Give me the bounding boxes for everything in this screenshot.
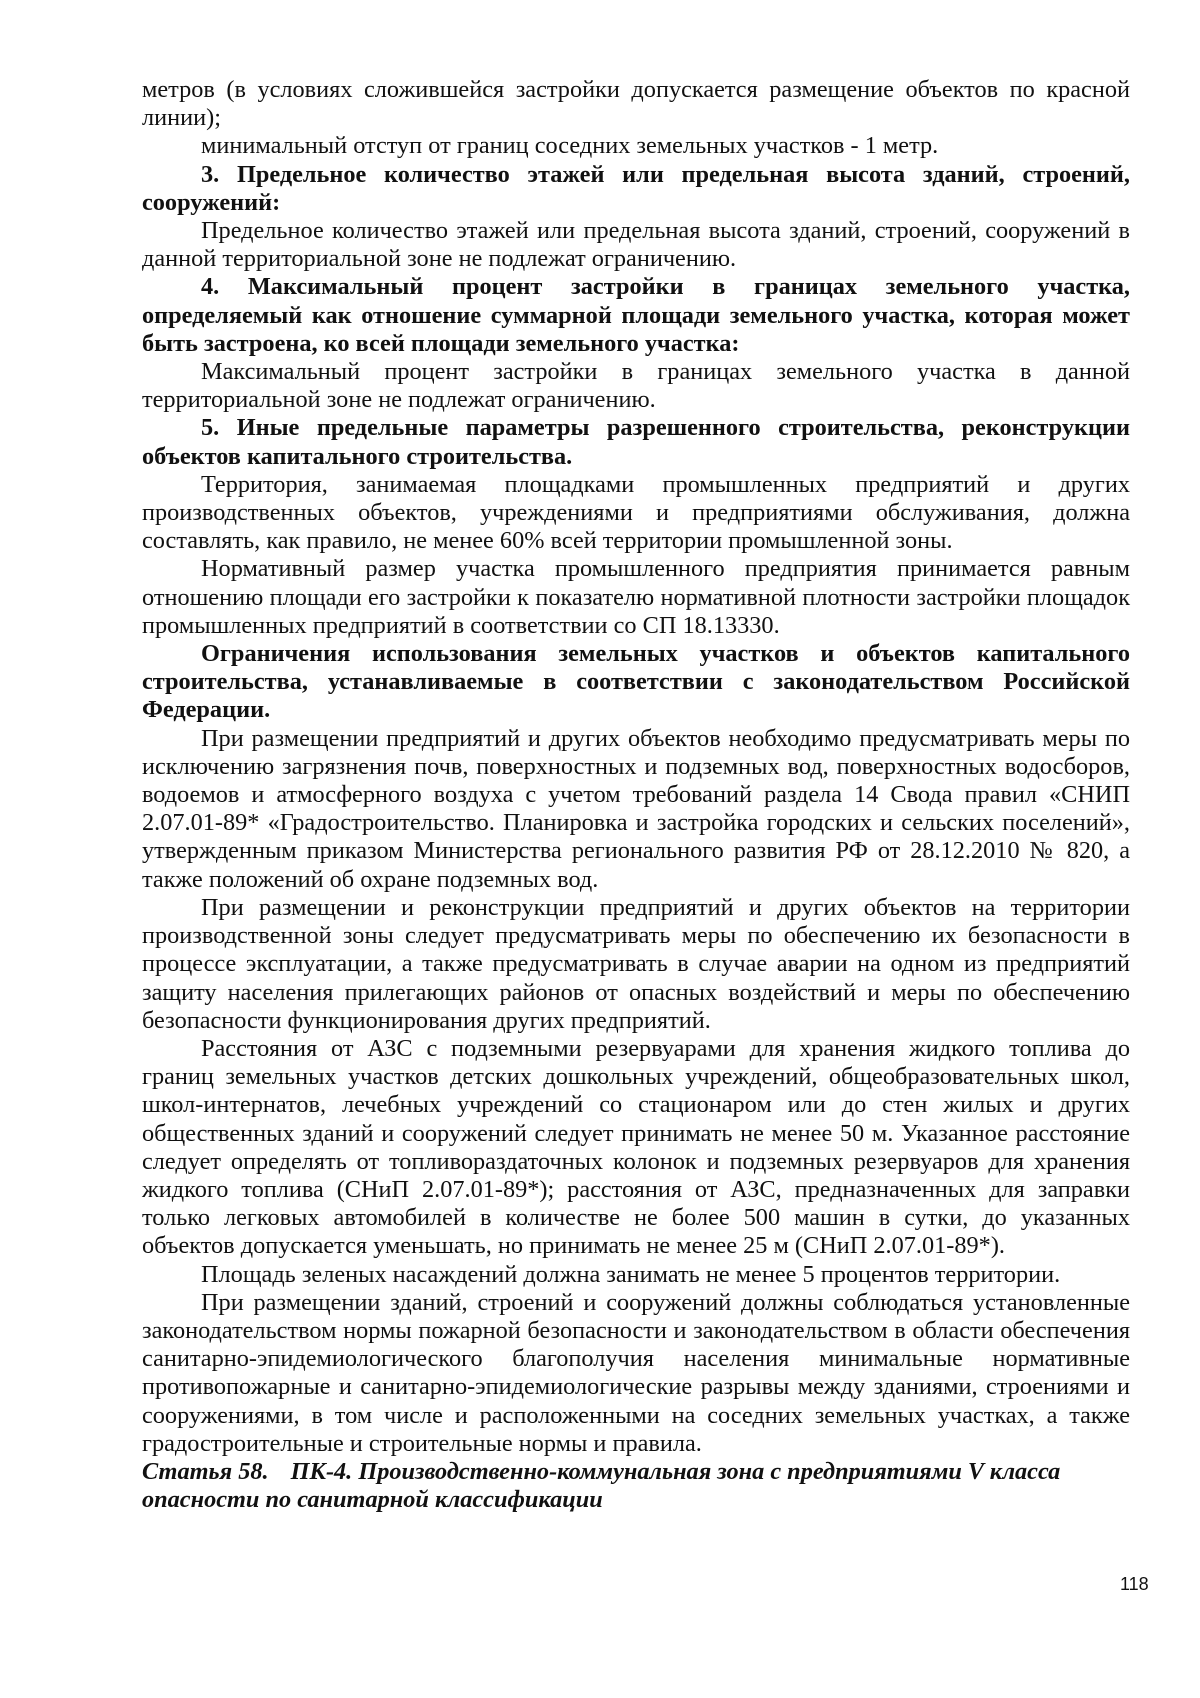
paragraph: Расстояния от АЗС с подземными резервуарами для хранения жидкого топлива до границ земельных участков детских дошкольных учреждений, общеобразовательных школ, школ-интернатов, лечебных учреждений со стационаром или до стен жилых и других общественных зданий и сооружений следует принимать не менее 50 м. Указанное расстояние следует определять от топливораздаточных колонок и подземных резервуаров для хранения жидкого топлива (СНиП 2.07.01-89*); расстояния от АЗС, предназначенных для заправки только легковых автомобилей в количестве не более 500 машин в сутки, до указанных объектов допускается уменьшать, но принимать не менее 25 м (СНиП 2.07.01-89*). xyxy=(142,1034,1130,1260)
article-heading xyxy=(142,1458,1130,1514)
paragraph: При размещении зданий, строений и сооружений должны соблюдаться установленные законодательством нормы пожарной безопасности и законодательством в области обеспечения санитарно-эпидемиологического благополучия населения минимальные нормативные противопожарные и санитарно-эпидемиологические разрывы между зданиями, строениями и сооружениями, в том числе и расположенными на соседних земельных участках, а также градостроительные и строительные нормы и правила. xyxy=(142,1288,1130,1457)
paragraph: Площадь зеленых насаждений должна занимать не менее 5 процентов территории. xyxy=(201,1260,1061,1288)
paragraph: метров (в условиях сложившейся застройки допускается размещение объектов по красной линии); xyxy=(142,76,1130,132)
paragraph: При размещении предприятий и других объектов необходимо предусматривать меры по исключению загрязнения почв, поверхностных и подземных вод, поверхностных водосборов, водоемов и атмосферного воздуха с учетом требований раздела 14 Свода правил «СНИП 2.07.01-89* «Градостроительство. Планировка и застройка городских и сельских поселений», утвержденным приказом Министерства регионального развития РФ от 28.12.2010 № 820, а также положений об охране подземных вод. xyxy=(142,724,1130,893)
paragraph: Предельное количество этажей или предельная высота зданий, строений, сооружений в данной территориальной зоне не подлежат ограничению. xyxy=(142,217,1130,273)
paragraph: При размещении и реконструкции предприятий и других объектов на территории производственной зоны следует предусматривать меры по обеспечению их безопасности в процессе эксплуатации, а также предусматривать в случае аварии на одном из предприятий защиту населения прилегающих районов от опасных воздействий и меры по обеспечению безопасности функционирования других предприятий. xyxy=(142,893,1130,1034)
section-heading: Ограничения использования земельных участков и объектов капитального строительства, устанавливаемые в соответствии с законодательством Российской Федерации. xyxy=(142,640,1130,724)
paragraph: Максимальный процент застройки в границах земельного участка в данной территориальной зоне не подлежат ограничению. xyxy=(142,358,1130,414)
paragraph: минимальный отступ от границ соседних земельных участков - 1 метр. xyxy=(201,132,939,160)
document-page xyxy=(142,76,1130,1514)
paragraph: Территория, занимаемая площадками промышленных предприятий и других производственных объектов, учреждениями и предприятиями обслуживания, должна составлять, как правило, не менее 60% всей территории промышленной зоны. xyxy=(142,470,1130,555)
page-number: 118 xyxy=(1120,1574,1149,1594)
section-heading: 4. Максимальный процент застройки в границах земельного участка, определяемый как отношение суммарной площади земельного участка, которая может быть застроена, ко всей площади земельного участка: xyxy=(142,273,1130,357)
article-title: ПК-4. Производственно-коммунальная зона с предприятиями V класса опасности по санитарной классификации xyxy=(142,1457,1061,1514)
article-number: Статья 58. xyxy=(142,1457,269,1485)
section-heading: 5. Иные предельные параметры разрешенного строительства, реконструкции объектов капитального строительства. xyxy=(142,414,1130,470)
paragraph: Нормативный размер участка промышленного предприятия принимается равным отношению площади его застройки к показателю нормативной плотности застройки площадок промышленных предприятий в соответствии со СП 18.13330. xyxy=(142,555,1130,639)
section-heading: 3. Предельное количество этажей или предельная высота зданий, строений, сооружений: xyxy=(142,160,1130,216)
